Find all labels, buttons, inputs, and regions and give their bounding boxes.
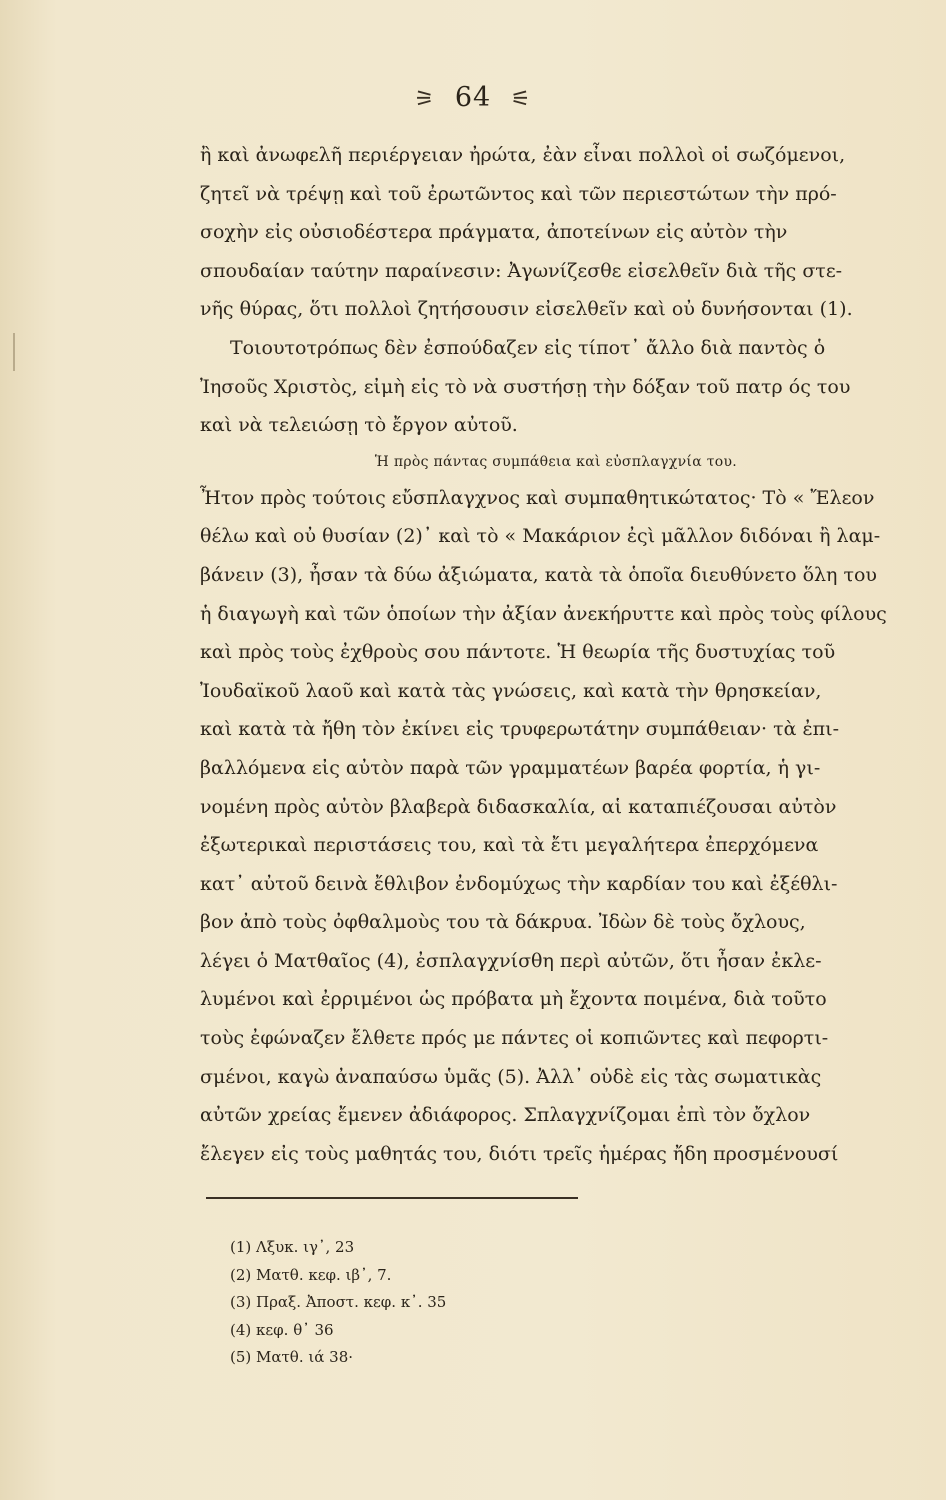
footnote: (2) Ματθ. κεφ. ιβ᾽, 7. [230, 1265, 392, 1284]
text-line: ζητεῖ νὰ τρέψῃ καὶ τοῦ ἐρωτῶντος καὶ τῶν περιεστώτων τὴν πρό- [200, 182, 837, 205]
text-line: αὐτῶν χρείας ἔμενεν ἀδιάφορος. Σπλαγχνίζομαι ἐπὶ τὸν ὄχλον [200, 1104, 811, 1127]
text-line: σπουδαίαν ταύτην παραίνεσιν: Ἀγωνίζεσθε εἰσελθεῖν διὰ τῆς στε- [200, 259, 843, 282]
text-line: βον ἀπὸ τοὺς ὀφθαλμοὺς του τὰ δάκρυα. Ἰδὼν δὲ τοὺς ὄχλους, [200, 911, 806, 934]
text-line: ἢ καὶ ἀνωφελῆ περιέργειαν ἠρώτα, ἐὰν εἶναι πολλοὶ οἱ σωζόμενοι, [200, 144, 846, 166]
section-subheading: Ἡ πρὸς πάντας συμπάθεια καὶ εὐσπλαγχνία του. [374, 453, 738, 470]
text-line: θέλω καὶ οὐ θυσίαν (2)᾽ καὶ τὸ « Μακάριον ἐςὶ μᾶλλον διδόναι ἢ λαμ- [200, 525, 881, 548]
text-line: σοχὴν εἰς οὐσιοδέστερα πράγματα, ἀποτείνων εἰς αὐτὸν τὴν [200, 221, 788, 244]
paragraph-1 [200, 136, 912, 329]
text-line: καὶ κατὰ τὰ ἤθη τὸν ἐκίνει εἰς τρυφερωτάτην συμπάθειαν· τὰ ἐπι- [200, 718, 840, 741]
text-line: τοὺς ἐφώναζεν ἔλθετε πρός με πάντες οἱ κοπιῶντες καὶ πεφορτι- [200, 1027, 829, 1050]
footnote: (3) Πραξ. Ἀποστ. κεφ. κ᾽. 35 [230, 1293, 447, 1311]
footnotes [230, 1234, 446, 1372]
text-line: Ἰησοῦς Χριστὸς, εἰμὴ εἰς τὸ νὰ συστήσῃ τὴν δόξαν τοῦ πατρ ός του [200, 375, 851, 398]
text-line: λυμένοι καὶ ἐρριμένοι ὡς πρόβατα μὴ ἔχοντα ποιμένα, διὰ τοῦτο [200, 988, 827, 1011]
text-line: Ἦτον πρὸς τούτοις εὔσπλαγχνος καὶ συμπαθητικώτατος· Τὸ « Ἔλεον [200, 486, 875, 509]
text-line: κατ᾽ αὐτοῦ δεινὰ ἔθλιβον ἐνδομύχως τὴν καρδίαν του καὶ ἐξέθλι- [200, 872, 838, 895]
footnote: (4) κεφ. θ᾽ 36 [230, 1320, 334, 1339]
text-line: ἐξωτερικαὶ περιστάσεις του, καὶ τὰ ἔτι μεγαλήτερα ἐπερχόμενα [200, 834, 819, 857]
page-header [0, 82, 946, 113]
text-line: ἡ διαγωγὴ καὶ τῶν ὁποίων τὴν ἀξίαν ἀνεκήρυττε καὶ πρὸς τοὺς φίλους [200, 602, 887, 625]
footnote: (5) Ματθ. ιά 38· [230, 1348, 354, 1366]
text-line: καὶ πρὸς τοὺς ἐχθροὺς σου πάντοτε. Ἡ θεωρία τῆς δυστυχίας τοῦ [200, 641, 836, 664]
text-line: καὶ νὰ τελειώσῃ τὸ ἔργον αὐτοῦ. [200, 414, 518, 437]
margin-mark [13, 333, 15, 371]
text-line: νῆς θύρας, ὅτι πολλοὶ ζητήσουσιν εἰσελθεῖν καὶ οὐ δυνήσονται (1). [200, 298, 853, 321]
right-ornament: ⚟ [510, 87, 532, 112]
footnote-divider [206, 1197, 578, 1199]
text-line: βάνειν (3), ἦσαν τὰ δύω ἀξιώματα, κατὰ τὰ ὁποῖα διευθύνετο ὅλη του [200, 563, 877, 586]
left-ornament: ⚞ [414, 87, 436, 112]
text-line: νομένη πρὸς αὐτὸν βλαβερὰ διδασκαλία, αἱ καταπιέζουσαι αὐτὸν [200, 795, 837, 818]
footnote: (1) Λξυκ. ιγ᾽, 23 [230, 1238, 355, 1256]
text-line: σμένοι, καγὼ ἀναπαύσω ὑμᾶς (5). Ἀλλ᾽ οὐδὲ εἰς τὰς σωματικὰς [200, 1065, 822, 1088]
paragraph-3 [200, 479, 912, 1174]
text-line: ἔλεγεν εἰς τοὺς μαθητάς του, διότι τρεῖς ἡμέρας ἤδη προσμένουσί [200, 1142, 839, 1165]
text-line: Τοιουτοτρόπως δὲν ἐσπούδαζεν εἰς τίποτ᾽ ἄλλο διὰ παντὸς ὁ [230, 336, 826, 359]
text-line: Ἰουδαϊκοῦ λαοῦ καὶ κατὰ τὰς γνώσεις, καὶ κατὰ τὴν θρησκείαν, [200, 679, 822, 702]
text-line: βαλλόμενα εἰς αὐτὸν παρὰ τῶν γραμματέων βαρέα φορτία, ἡ γι- [200, 756, 821, 779]
text-line: λέγει ὁ Ματθαῖος (4), ἐσπλαγχνίσθη περὶ αὐτῶν, ὅτι ἦσαν ἐκλε- [200, 949, 822, 972]
paragraph-2 [200, 329, 912, 445]
page-number: 64 [454, 82, 492, 113]
body-text [200, 136, 912, 1173]
